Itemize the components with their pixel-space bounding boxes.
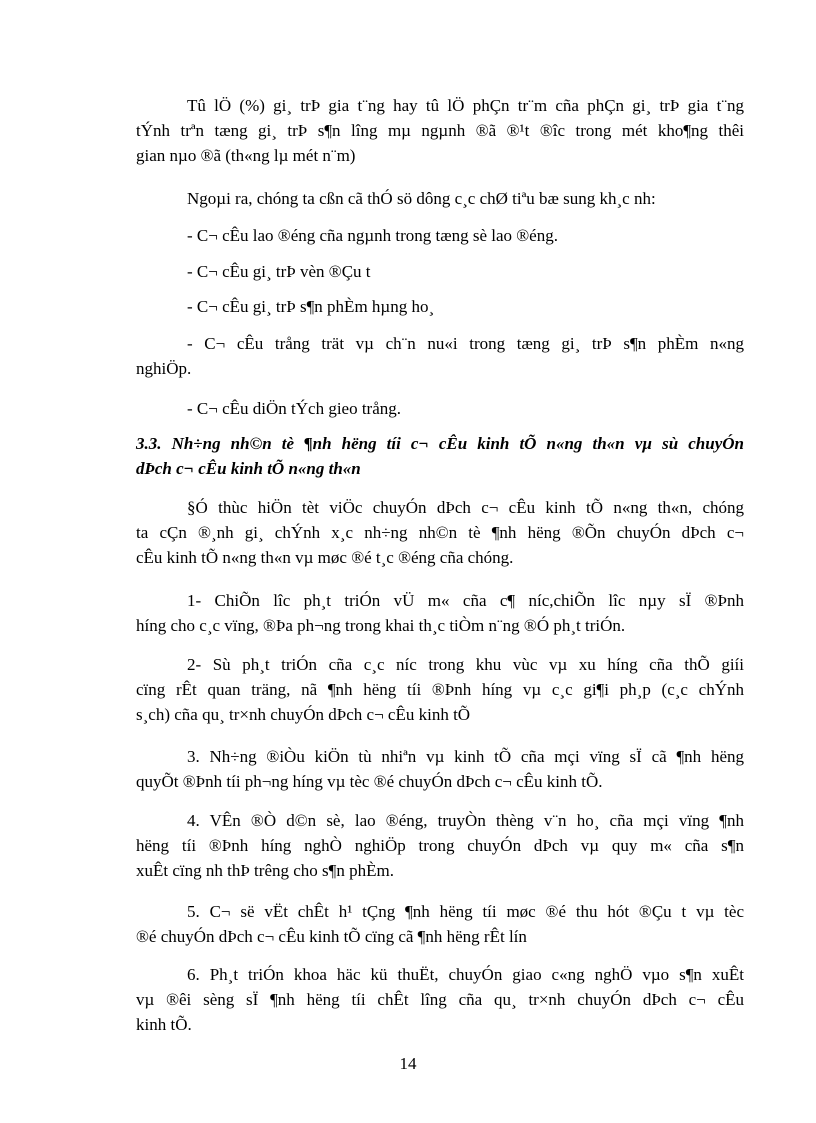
text-line: - C¬ cÊu trång trät vµ ch¨n nu«i trong tæng gi¸ trÞ s¶n phÈm n«ng [187,334,744,353]
text-line: híng cho c¸c vïng, ®Þa ph¬ng trong khai th¸c tiÒm n¨ng ®Ó ph¸t triÓn. [136,616,626,635]
factor-1-macro-strategy [136,588,744,638]
text-line: 6. Ph¸t triÓn khoa häc kü thuËt, chuyÓn giao c«ng nghÖ vµo s¶n xuÊt [187,965,744,984]
text-line: Tû lÖ (%) gi¸ trÞ gia t¨ng hay tû lÖ phÇn tr¨m cña phÇn gi¸ trÞ gia t¨ng [187,96,744,115]
text-line: gian nµo ®ã (th«ng lµ mét n¨m) [136,146,356,165]
page-number: 14 [399,1054,417,1073]
list-item-capital-structure [136,259,744,284]
factor-6-science-technology [136,962,744,1037]
text-line: 5. C¬ së vËt chÊt h¹ tÇng ¶nh hëng tíi møc ®é thu hót ®Çu t vµ tèc [187,902,744,921]
paragraph-intro-factors [136,495,744,570]
text-line: tÝnh trªn tæng gi¸ trÞ s¶n lîng mµ ngµnh ®ã ®¹t ®îc trong mét kho¶ng thêi [136,121,744,140]
list-item-goods-structure [136,294,744,319]
text-line: 4. VÊn ®Ò d©n sè, lao ®éng, truyÒn thèng v¨n ho¸ cña mçi vïng ¶nh [187,811,744,830]
text-line: 3.3. Nh÷ng nh©n tè ¶nh hëng tíi c¬ cÊu kinh tÕ n«ng th«n vµ sù chuyÓn [136,434,744,453]
text-line: - C¬ cÊu diÖn tÝch gieo trång. [187,399,402,418]
text-line: - C¬ cÊu gi¸ trÞ s¶n phÈm hµng ho¸ [187,297,435,316]
text-line: nghiÖp. [136,359,192,378]
text-line: 3. Nh÷ng ®iÒu kiÖn tù nhiªn vµ kinh tÕ cña mçi vïng sÏ cã ¶nh hëng [187,747,744,766]
paragraph-growth-rate [136,93,744,168]
section-heading-3-3 [136,431,744,481]
text-line: - C¬ cÊu gi¸ trÞ vèn ®Çu t [187,262,371,281]
text-line: §Ó thùc hiÖn tèt viÖc chuyÓn dÞch c¬ cÊu kinh tÕ n«ng th«n, chóng [187,498,744,517]
text-line: vµ ®êi sèng sÏ ¶nh hëng tíi chÊt lîng cña qu¸ tr×nh chuyÓn dÞch c¬ cÊu [136,990,744,1009]
factor-5-infrastructure [136,899,744,949]
text-line: dÞch c¬ cÊu kinh tÕ n«ng th«n [136,459,361,478]
text-line: cïng rÊt quan träng, nã ¶nh hëng tíi ®Þnh híng vµ c¸c gi¶i ph¸p (c¸c chÝnh [136,680,744,699]
text-line: kinh tÕ. [136,1015,192,1034]
text-line: xuÊt cïng nh thÞ trêng cho s¶n phÈm. [136,861,394,880]
text-line: ta cÇn ®¸nh gi¸ chÝnh x¸c nh÷ng nh©n tè ¶nh hëng ®Õn chuyÓn dÞch c¬ [136,523,744,542]
text-line: ®é chuyÓn dÞch c¬ cÊu kinh tÕ cïng cã ¶nh hëng rÊt lín [136,927,527,946]
text-line: hëng tíi ®Þnh híng nghÒ nghiÖp trong chuyÓn dÞch vµ quy m« cña s¶n [136,836,744,855]
text-line: quyÕt ®Þnh tíi ph¬ng híng vµ tèc ®é chuyÓn dÞch c¬ cÊu kinh tÕ. [136,772,603,791]
text-line: - C¬ cÊu lao ®éng cña ngµnh trong tæng sè lao ®éng. [187,226,558,245]
factor-3-natural-conditions [136,744,744,794]
list-item-planting-area [136,396,744,421]
paragraph-additional-indicators [136,186,744,211]
factor-4-population-labor [136,808,744,883]
list-item-labor-structure [136,223,744,248]
text-line: Ngoµi ra, chóng ta cßn cã thÓ sö dông c¸c chØ tiªu bæ sung kh¸c nh: [187,189,656,208]
text-line: 2- Sù ph¸t triÓn cña c¸c níc trong khu vùc vµ xu híng cña thÕ giíi [187,655,744,674]
text-line: cÊu kinh tÕ n«ng th«n vµ møc ®é t¸c ®éng cña chóng. [136,548,514,567]
text-line: s¸ch) cña qu¸ tr×nh chuyÓn dÞch c¬ cÊu kinh tÕ [136,705,471,724]
factor-2-regional-development [136,652,744,727]
text-line: 1- ChiÕn lîc ph¸t triÓn vÜ m« cña c¶ níc,chiÕn lîc nµy sÏ ®Þnh [187,591,744,610]
list-item-crop-livestock-structure [136,331,744,381]
